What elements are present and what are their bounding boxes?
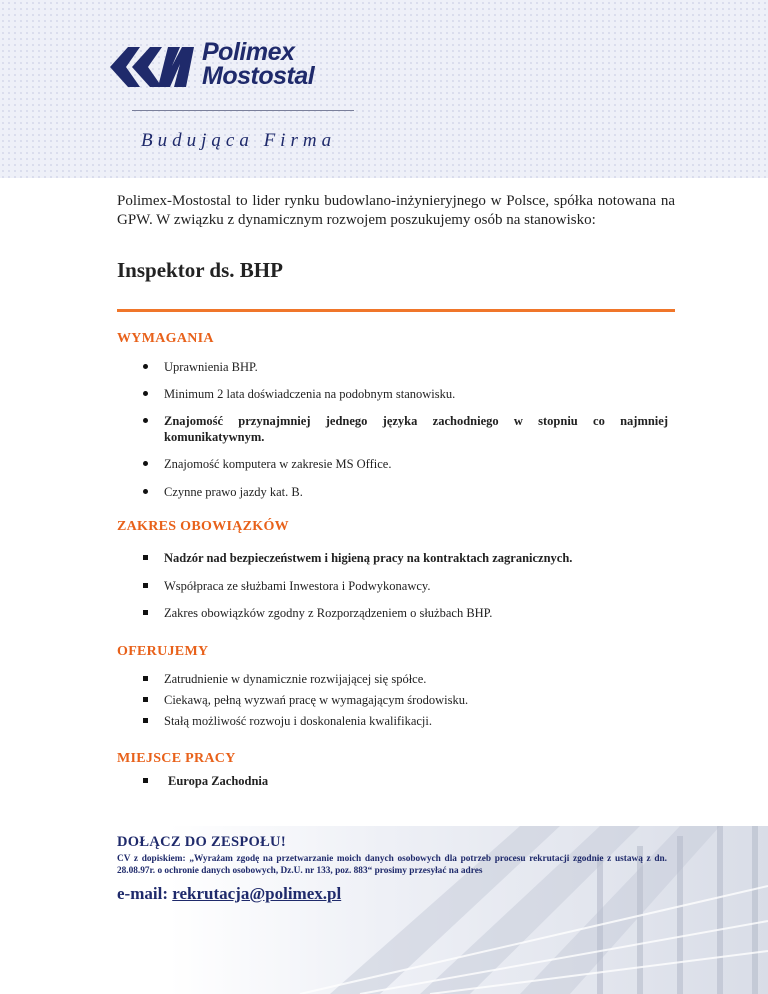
- company-logo: [110, 40, 370, 96]
- bullet: [143, 461, 148, 466]
- requirement-item: Znajomość komputera w zakresie MS Office.: [164, 457, 392, 471]
- bullet: [143, 676, 148, 681]
- header-divider: [132, 110, 354, 111]
- duty-item: Zakres obowiązków zgodny z Rozporządzeniem o służbach BHP.: [164, 606, 493, 620]
- footer-building-graphic: [0, 826, 768, 994]
- requirement-item: Minimum 2 lata doświadczenia na podobnym stanowisku.: [164, 387, 456, 401]
- email-label: e-mail:: [117, 884, 168, 903]
- tagline: Budująca Firma: [141, 130, 337, 151]
- bullet: [143, 391, 148, 396]
- section-title-duties: ZAKRES OBOWIĄZKÓW: [117, 519, 289, 534]
- offer-item: Ciekawą, pełną wyzwań pracę w wymagającym środowisku.: [164, 693, 469, 707]
- title-divider: [117, 309, 675, 312]
- duty-item: Współpraca ze służbami Inwestora i Podwykonawcy.: [164, 579, 431, 593]
- brand-line-1: Polimex: [202, 38, 295, 66]
- offer-item: Stałą możliwość rozwoju i doskonalenia kwalifikacji.: [164, 714, 432, 728]
- job-title: Inspektor ds. BHP: [117, 258, 283, 282]
- bullet: [143, 697, 148, 702]
- section-title-location: MIEJSCE PRACY: [117, 751, 236, 766]
- join-team-heading: DOŁĄCZ DO ZESPOŁU!: [117, 834, 286, 850]
- bullet: [143, 489, 148, 494]
- cv-consent-note: CV z dopiskiem: „Wyrażam zgodę na przetwarzanie moich danych osobowych dla potrzeb procesu rekrutacji zgodnie z ustawą z dn. 28.08.97r. o ochronie danych osobowych, Dz.U. nr 133, poz. 883“ prosimy przesyłać na adres: [117, 854, 667, 876]
- bullet: [143, 778, 148, 783]
- intro-paragraph: Polimex-Mostostal to lider rynku budowlano-inżynieryjnego w Polsce, spółka notowana na GPW. W związku z dynamicznym rozwojem poszukujemy osób na stanowisko:: [117, 193, 675, 228]
- requirement-item: Czynne prawo jazdy kat. B.: [164, 485, 303, 499]
- requirement-item: Uprawnienia BHP.: [164, 360, 258, 374]
- bullet: [143, 718, 148, 723]
- duty-item: Nadzór nad bezpieczeństwem i higieną pracy na kontraktach zagranicznych.: [164, 551, 573, 565]
- section-title-offer: OFERUJEMY: [117, 644, 209, 659]
- location-item: Europa Zachodnia: [168, 774, 269, 788]
- bullet: [143, 610, 148, 615]
- header-band: [0, 0, 768, 178]
- bullet: [143, 418, 148, 423]
- email-link[interactable]: rekrutacja@polimex.pl: [172, 884, 342, 903]
- section-title-requirements: WYMAGANIA: [117, 331, 214, 346]
- bullet: [143, 364, 148, 369]
- bullet: [143, 583, 148, 588]
- brand-wordmark: [202, 40, 314, 88]
- email-line: [117, 884, 341, 904]
- pm-logo-icon: [110, 44, 194, 90]
- requirement-item: Znajomość przynajmniej jednego języka zachodniego w stopniu co najmniej komunikatywnym.: [164, 414, 668, 444]
- brand-line-2: Mostostal: [202, 62, 315, 90]
- offer-item: Zatrudnienie w dynamicznie rozwijającej się spółce.: [164, 672, 427, 686]
- bullet: [143, 555, 148, 560]
